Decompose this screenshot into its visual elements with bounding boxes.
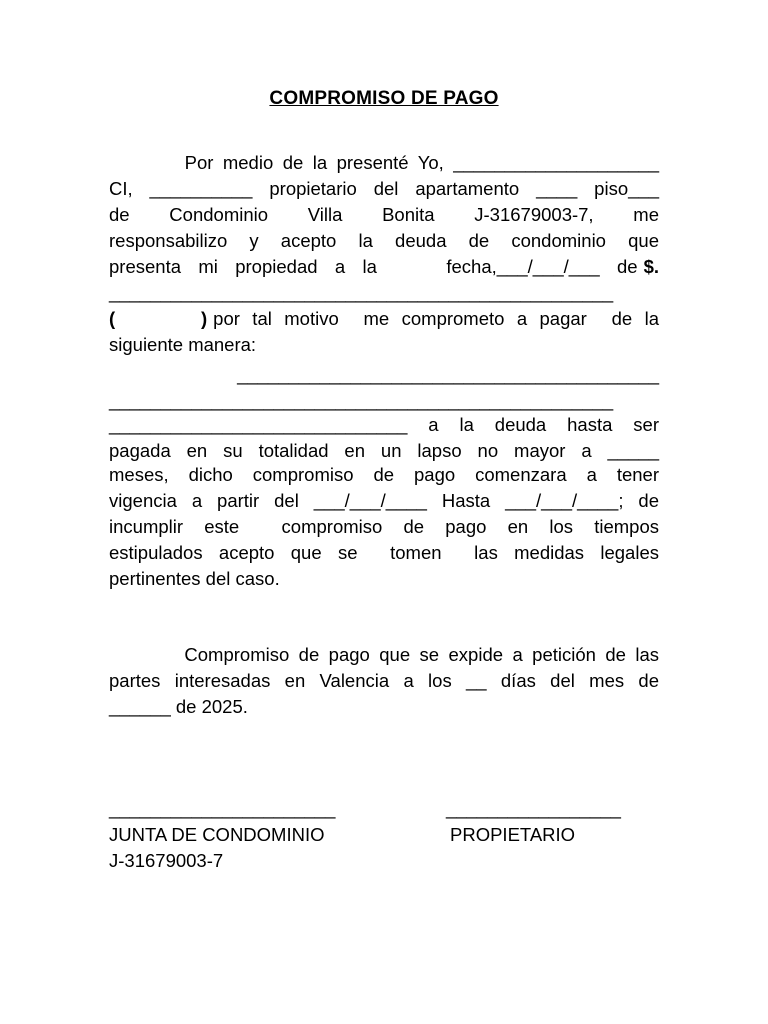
blank-amount-line: _________________________________________________ [109, 282, 614, 303]
paragraph-line: de Condominio Villa Bonita J-31679003-7, me [109, 204, 659, 225]
paragraph-line: siguiente manera: [109, 334, 257, 355]
blank-line: _________________________________________ [109, 364, 659, 385]
paragraph-line-date [109, 254, 659, 280]
paragraph-line: meses, dicho compromiso de pago comenzara a tener [109, 464, 659, 485]
paragraph-line-text: presenta mi propiedad a la fecha,___/___/___ de [109, 256, 638, 277]
paragraph-line: Por medio de la presenté Yo, ____________________ [109, 152, 659, 173]
paragraph-line-paren [109, 306, 659, 332]
paragraph-line: _____________________________ a la deuda hasta ser [109, 414, 659, 435]
signature-label-condominio: JUNTA DE CONDOMINIO [109, 824, 325, 845]
signature-line-condominio: ______________________ [109, 798, 336, 819]
paragraph-line: responsabilizo y acepto la deuda de condominio que [109, 230, 659, 251]
paragraph-line: vigencia a partir del ___/___/____ Hasta ___/___/____; de [109, 490, 659, 511]
paragraph-line: pertinentes del caso. [109, 568, 280, 589]
signature-label-propietario: PROPIETARIO [450, 824, 576, 845]
currency-symbol: $. [643, 256, 659, 277]
paragraph-line: pagada en su totalidad en un lapso no mayor a _____ [109, 440, 659, 461]
paragraph-line: estipulados acepto que se tomen las medidas legales [109, 542, 659, 563]
document-title: COMPROMISO DE PAGO [269, 88, 499, 109]
paragraph-line: incumplir este compromiso de pago en los tiempos [109, 516, 659, 537]
blank-line: _________________________________________________ [109, 390, 614, 411]
signature-rif: J-31679003-7 [109, 850, 224, 871]
open-paren: ( [109, 308, 116, 329]
paragraph-line-text: por tal motivo me comprometo a pagar de la [213, 308, 659, 329]
signature-line-propietario: _________________ [446, 798, 621, 819]
paragraph-line: CI, __________ propietario del apartamento ____ piso___ [109, 178, 659, 199]
paragraph2-line: partes interesadas en Valencia a los __ días del mes de [109, 670, 659, 691]
paragraph2-line: Compromiso de pago que se expide a petición de las [109, 644, 659, 665]
close-paren: ) [201, 308, 208, 329]
paragraph2-line: ______ de 2025. [109, 696, 248, 717]
